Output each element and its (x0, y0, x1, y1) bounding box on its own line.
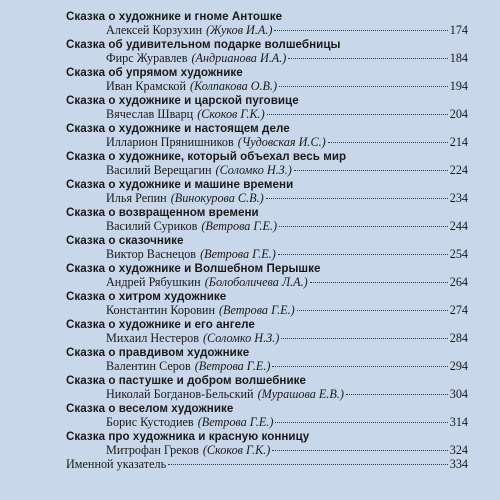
toc-entry[interactable] (66, 262, 468, 290)
story-title: Сказка о художнике и царской пуговице (66, 94, 299, 107)
leader-dots (346, 394, 448, 395)
artist-name: Виктор Васнецов (106, 247, 197, 262)
story-title: Сказка о художнике и настоящем деле (66, 122, 290, 135)
toc-entry[interactable] (66, 66, 468, 94)
author-name: (Ветрова Г.Е.) (218, 303, 295, 318)
page-number: 264 (449, 275, 468, 290)
artist-name: Василий Суриков (106, 219, 198, 234)
leader-dots (294, 170, 448, 171)
page-number: 194 (449, 79, 468, 94)
toc-entry[interactable] (66, 402, 468, 430)
artist-name: Илларион Прянишников (106, 135, 234, 150)
author-name: (Соломко Н.З.) (202, 331, 280, 346)
page-number: 334 (449, 457, 468, 471)
toc-entry[interactable] (66, 94, 468, 122)
page-number: 174 (449, 23, 468, 38)
author-name: (Колпакова О.В.) (190, 79, 278, 94)
entry-line (66, 276, 468, 290)
author-name: (Винокурова С.В.) (170, 191, 264, 206)
leader-dots (274, 30, 447, 31)
story-title: Сказка о сказочнике (66, 234, 184, 247)
leader-dots (168, 464, 448, 465)
toc-entry[interactable] (66, 234, 468, 262)
leader-dots (266, 198, 448, 199)
author-name: (Болоболичева Л.А.) (204, 275, 308, 290)
entry-line (66, 304, 468, 318)
page-number: 314 (449, 415, 468, 430)
toc-entry[interactable] (66, 206, 468, 234)
artist-name: Митрофан Греков (106, 443, 199, 458)
author-name: (Скоков Г.К.) (197, 107, 265, 122)
story-title: Сказка о правдивом художнике (66, 346, 250, 359)
story-title: Сказка о художнике и его ангеле (66, 318, 255, 331)
leader-dots (278, 254, 448, 255)
page-number: 304 (449, 387, 468, 402)
entry-line (66, 80, 468, 94)
entry-line (66, 220, 468, 234)
entry-line (66, 192, 468, 206)
story-title: Сказка об упрямом художнике (66, 66, 243, 79)
entry-line (66, 416, 468, 430)
leader-dots (279, 226, 448, 227)
entry-line (66, 360, 468, 374)
entry-line (66, 52, 468, 66)
story-title: Сказка про художника и красную конницу (66, 430, 310, 443)
name-index-label: Именной указатель (66, 457, 167, 471)
leader-dots (272, 366, 447, 367)
page-number: 234 (449, 191, 468, 206)
toc-entry[interactable] (66, 430, 468, 458)
entry-line (66, 388, 468, 402)
name-index-entry[interactable] (66, 458, 468, 472)
artist-name: Борис Кустодиев (106, 415, 194, 430)
artist-name: Константин Коровин (106, 303, 215, 318)
artist-name: Валентин Серов (106, 359, 191, 374)
toc-entry[interactable] (66, 346, 468, 374)
author-name: (Ветрова Г.Е.) (194, 359, 271, 374)
story-title: Сказка о художнике, который объехал весь мир (66, 150, 347, 163)
story-title: Сказка о хитром художнике (66, 290, 227, 303)
toc-entry[interactable] (66, 150, 468, 178)
page-number: 224 (449, 163, 468, 178)
leader-dots (281, 338, 447, 339)
page-number: 324 (449, 443, 468, 458)
page-number: 284 (449, 331, 468, 346)
story-title: Сказка о художнике и гноме Антошке (66, 10, 283, 23)
entry-line (66, 136, 468, 150)
leader-dots (297, 310, 448, 311)
toc-entry[interactable] (66, 374, 468, 402)
artist-name: Андрей Рябушкин (106, 275, 201, 290)
entry-line (66, 332, 468, 346)
page-number: 214 (449, 135, 468, 150)
entry-line (66, 444, 468, 458)
author-name: (Чудовская И.С.) (237, 135, 326, 150)
page-number: 204 (449, 107, 468, 122)
leader-dots (275, 422, 447, 423)
page-number: 274 (449, 303, 468, 318)
page-number: 254 (449, 247, 468, 262)
leader-dots (310, 282, 448, 283)
toc-entry[interactable] (66, 122, 468, 150)
story-title: Сказка о художнике и машине времени (66, 178, 294, 191)
artist-name: Николай Богданов-Бельский (106, 387, 254, 402)
story-title: Сказка о художнике и Волшебном Перышке (66, 262, 321, 275)
toc-entry[interactable] (66, 178, 468, 206)
artist-name: Иван Крамской (106, 79, 187, 94)
leader-dots (267, 114, 448, 115)
artist-name: Алексей Корзухин (106, 23, 203, 38)
toc-entry[interactable] (66, 10, 468, 38)
leader-dots (328, 142, 448, 143)
toc-entry[interactable] (66, 38, 468, 66)
author-name: (Ветрова Г.Е.) (201, 219, 278, 234)
toc-entry[interactable] (66, 290, 468, 318)
story-title: Сказка об удивительном подарке волшебницы (66, 38, 341, 51)
story-title: Сказка о пастушке и добром волшебнике (66, 374, 306, 387)
author-name: (Соломко Н.З.) (215, 163, 292, 178)
page-number: 294 (449, 359, 468, 374)
author-name: (Андрианова И.А.) (191, 51, 287, 66)
story-title: Сказка о возвращенном времени (66, 206, 259, 219)
leader-dots (288, 58, 447, 59)
author-name: (Мурашова Е.В.) (257, 387, 344, 402)
artist-name: Илья Репин (106, 191, 167, 206)
toc-entry[interactable] (66, 318, 468, 346)
artist-name: Фирс Журавлев (106, 51, 188, 66)
author-name: (Ветрова Г.Е.) (200, 247, 276, 262)
author-name: (Ветрова Г.Е.) (197, 415, 274, 430)
entry-line (66, 248, 468, 262)
leader-dots (272, 450, 447, 451)
page-number: 244 (449, 219, 468, 234)
artist-name: Василий Верещагин (106, 163, 212, 178)
entry-line (66, 108, 468, 122)
leader-dots (279, 86, 448, 87)
artist-name: Вячеслав Шварц (106, 107, 194, 122)
page-number: 184 (449, 51, 468, 66)
table-of-contents (66, 10, 468, 472)
author-name: (Жуков И.А.) (206, 23, 273, 38)
entry-line (66, 24, 468, 38)
author-name: (Скоков Г.К.) (202, 443, 271, 458)
entry-line (66, 164, 468, 178)
artist-name: Михаил Нестеров (106, 331, 199, 346)
story-title: Сказка о веселом художнике (66, 402, 234, 415)
